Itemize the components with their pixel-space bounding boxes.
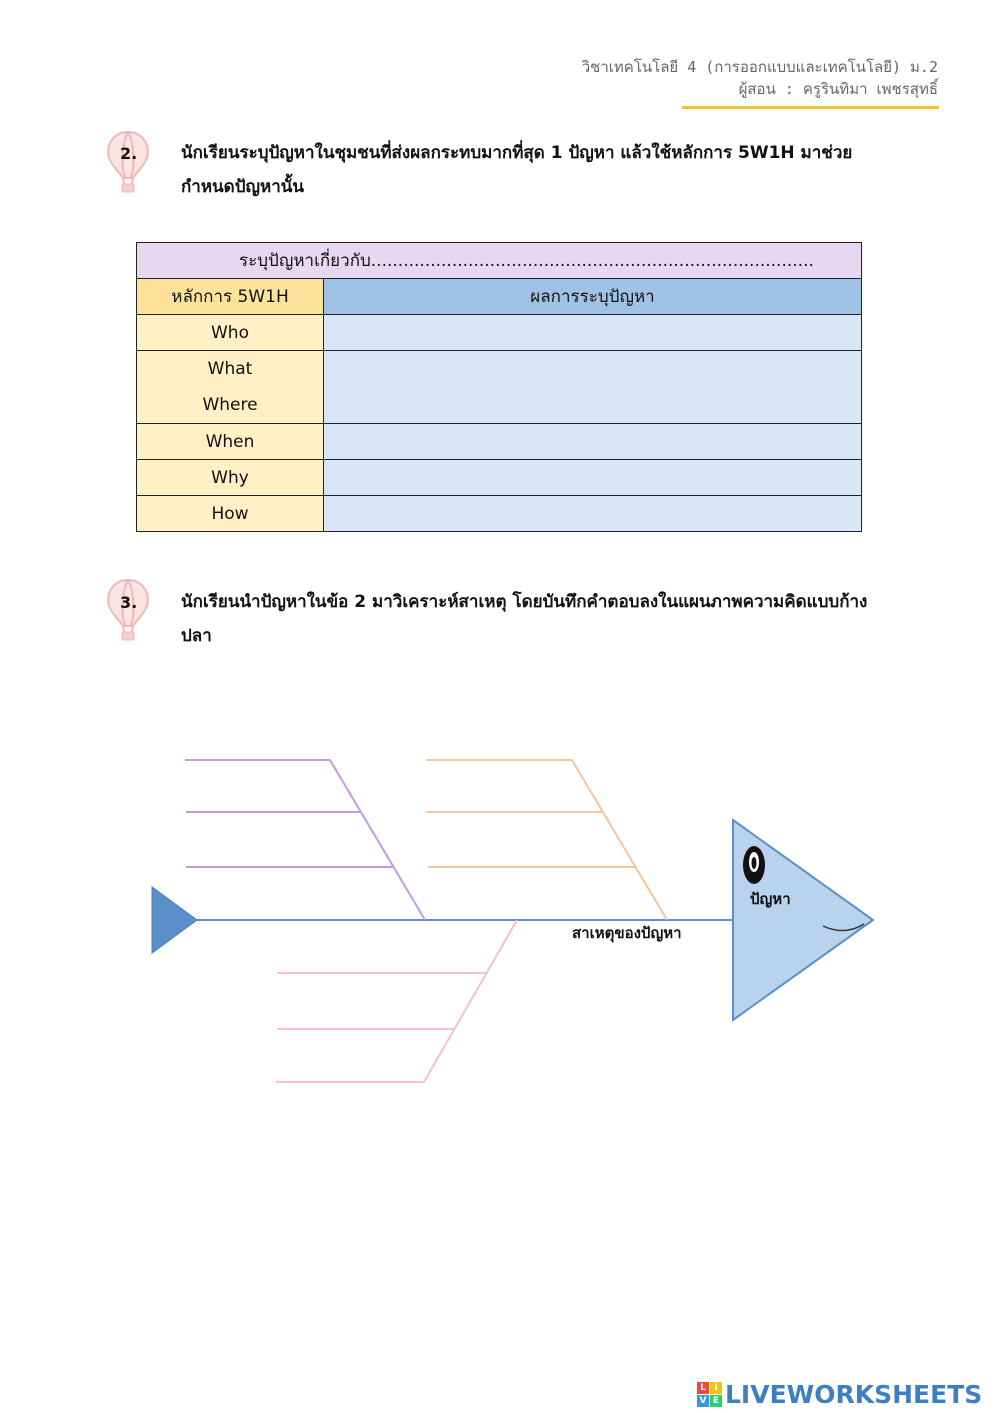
- row-label-why: Why: [137, 460, 324, 496]
- question-2-text: นักเรียนระบุปัญหาในชุมชนที่ส่งผลกระทบมากที่สุด 1 ปัญหา แล้วใช้หลักการ 5W1H มาช่วยกำหนดปัญหานั้น: [181, 143, 853, 197]
- table-title: ระบุปัญหาเกี่ยวกับ..................................................................................: [137, 243, 862, 279]
- liveworksheets-logo[interactable]: [697, 1380, 982, 1408]
- subject-title: วิชาเทคโนโลยี 4 (การออกแบบและเทคโนโลยี) ม.2: [581, 58, 938, 76]
- row-label-who: Who: [137, 315, 324, 351]
- bone-pink: [276, 920, 517, 1082]
- question-3-number: 3.: [120, 593, 138, 612]
- column-header-principle: หลักการ 5W1H: [137, 279, 324, 315]
- column-header-result: ผลการระบุปัญหา: [324, 279, 862, 315]
- row-label-where: Where: [202, 395, 258, 415]
- row-label-what: What: [207, 359, 253, 379]
- brand-name: LIVEWORKSHEETS: [725, 1379, 983, 1409]
- question-3-text: นักเรียนนำปัญหาในข้อ 2 มาวิเคราะห์สาเหตุ โดยบันทึกคำตอบลงในแผนภาพความคิดแบบก้างปลา: [181, 592, 868, 646]
- teacher-name: ผู้สอน : ครูรินทิมา เพชรสุทธิ์: [738, 80, 938, 98]
- fish-tail: [152, 887, 197, 953]
- question-2-number: 2.: [120, 144, 138, 163]
- logo-icon: L I V E: [697, 1382, 722, 1407]
- bone-orange: [426, 760, 667, 920]
- row-label-how: How: [137, 496, 324, 532]
- cause-label: สาเหตุของปัญหา: [572, 924, 682, 942]
- problem-label: ปัญหา: [750, 890, 791, 908]
- bone-purple: [185, 760, 425, 920]
- row-label-when: When: [137, 424, 324, 460]
